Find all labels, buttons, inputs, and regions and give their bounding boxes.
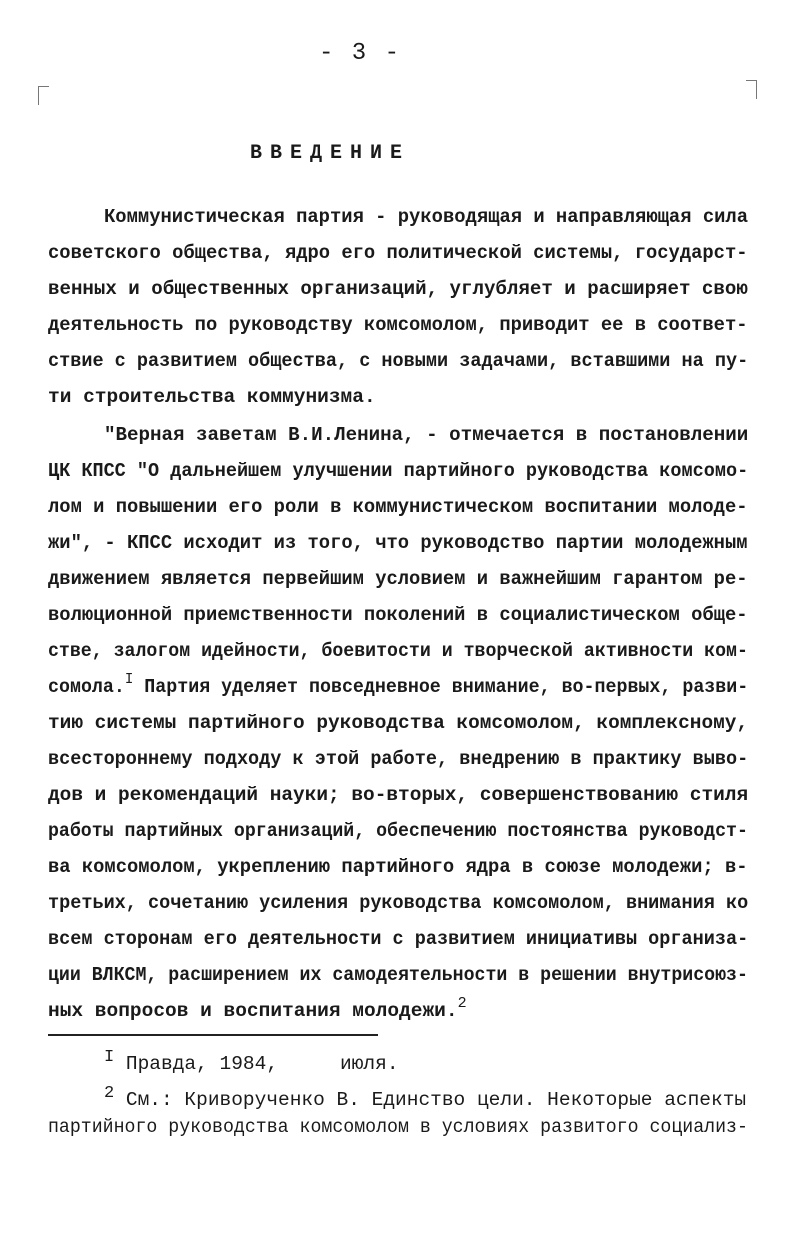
body-line: всем сторонам его деятельности с развитием инициативы организа-: [48, 928, 749, 950]
body-line: ЦК КПСС "О дальнейшем улучшении партийного руководства комсомо-: [48, 460, 749, 482]
body-text: Партия уделяет повседневное внимание, во-первых, разви-: [133, 676, 749, 698]
body-line: Коммунистическая партия - руководящая и направляющая сила: [104, 206, 749, 228]
corner-mark-right: [746, 80, 757, 99]
body-line: ва комсомолом, укреплению партийного ядра в союзе молодежи; в-: [48, 856, 748, 878]
body-line: "Верная заветам В.И.Ленина, - отмечается в постановлении: [104, 424, 749, 446]
footnote-separator: [48, 1034, 378, 1036]
footnote-text: См.: Криворученко В. Единство цели. Некоторые аспекты: [125, 1089, 747, 1111]
body-line: лом и повышении его роли в коммунистическом воспитании молоде-: [48, 496, 748, 518]
footnote-month: июля.: [340, 1053, 399, 1075]
body-line: ции ВЛКСМ, расширением их самодеятельности в решении внутрисоюз-: [48, 964, 748, 986]
body-line: ствие с развитием общества, с новыми задачами, вставшими на пу-: [48, 350, 749, 372]
body-line: советского общества, ядро его политической системы, государст-: [48, 242, 748, 264]
body-line: третьих, сочетанию усиления руководства комсомолом, внимания ко: [48, 892, 749, 914]
body-line: работы партийных организаций, обеспечению постоянства руководст-: [48, 820, 748, 842]
footnote-ref-1: I: [124, 671, 134, 688]
body-line: тию системы партийного руководства комсомолом, комплексному,: [48, 712, 749, 734]
footnote-mark-1: I: [104, 1048, 115, 1067]
body-line: стве, залогом идейности, боевитости и творческой активности ком-: [48, 640, 748, 662]
body-text: сомола.: [48, 676, 125, 698]
body-line: волюционной приемственности поколений в социалистическом обще-: [48, 604, 748, 626]
body-line: [48, 995, 748, 1025]
footnote-1: [104, 1048, 744, 1078]
footnote-source: Правда, 1984,: [125, 1053, 279, 1075]
body-line: [48, 671, 749, 701]
footnote-2: [104, 1084, 747, 1114]
section-heading: ВВЕДЕНИЕ: [249, 142, 410, 165]
page-number: - 3 -: [318, 40, 401, 67]
body-line: ти строительства коммунизма.: [48, 386, 376, 408]
footnote-2-continued: партийного руководства комсомолом в условиях развитого социализ-: [48, 1116, 748, 1138]
body-text: ных вопросов и воспитания молодежи.: [48, 1000, 458, 1022]
body-line: венных и общественных организаций, углубляет и расширяет свою: [48, 278, 748, 300]
body-line: жи", - КПСС исходит из того, что руководство партии молодежным: [48, 532, 748, 554]
footnote-mark-2: 2: [104, 1084, 115, 1103]
corner-mark-left: [38, 86, 49, 105]
body-line: всестороннему подходу к этой работе, внедрению в практику выво-: [48, 748, 749, 770]
footnote-ref-2: 2: [457, 995, 467, 1012]
body-line: деятельность по руководству комсомолом, приводит ее в соответ-: [48, 314, 748, 336]
body-line: движением является первейшим условием и важнейшим гарантом ре-: [48, 568, 748, 590]
body-line: дов и рекомендаций науки; во-вторых, совершенствованию стиля: [48, 784, 749, 806]
